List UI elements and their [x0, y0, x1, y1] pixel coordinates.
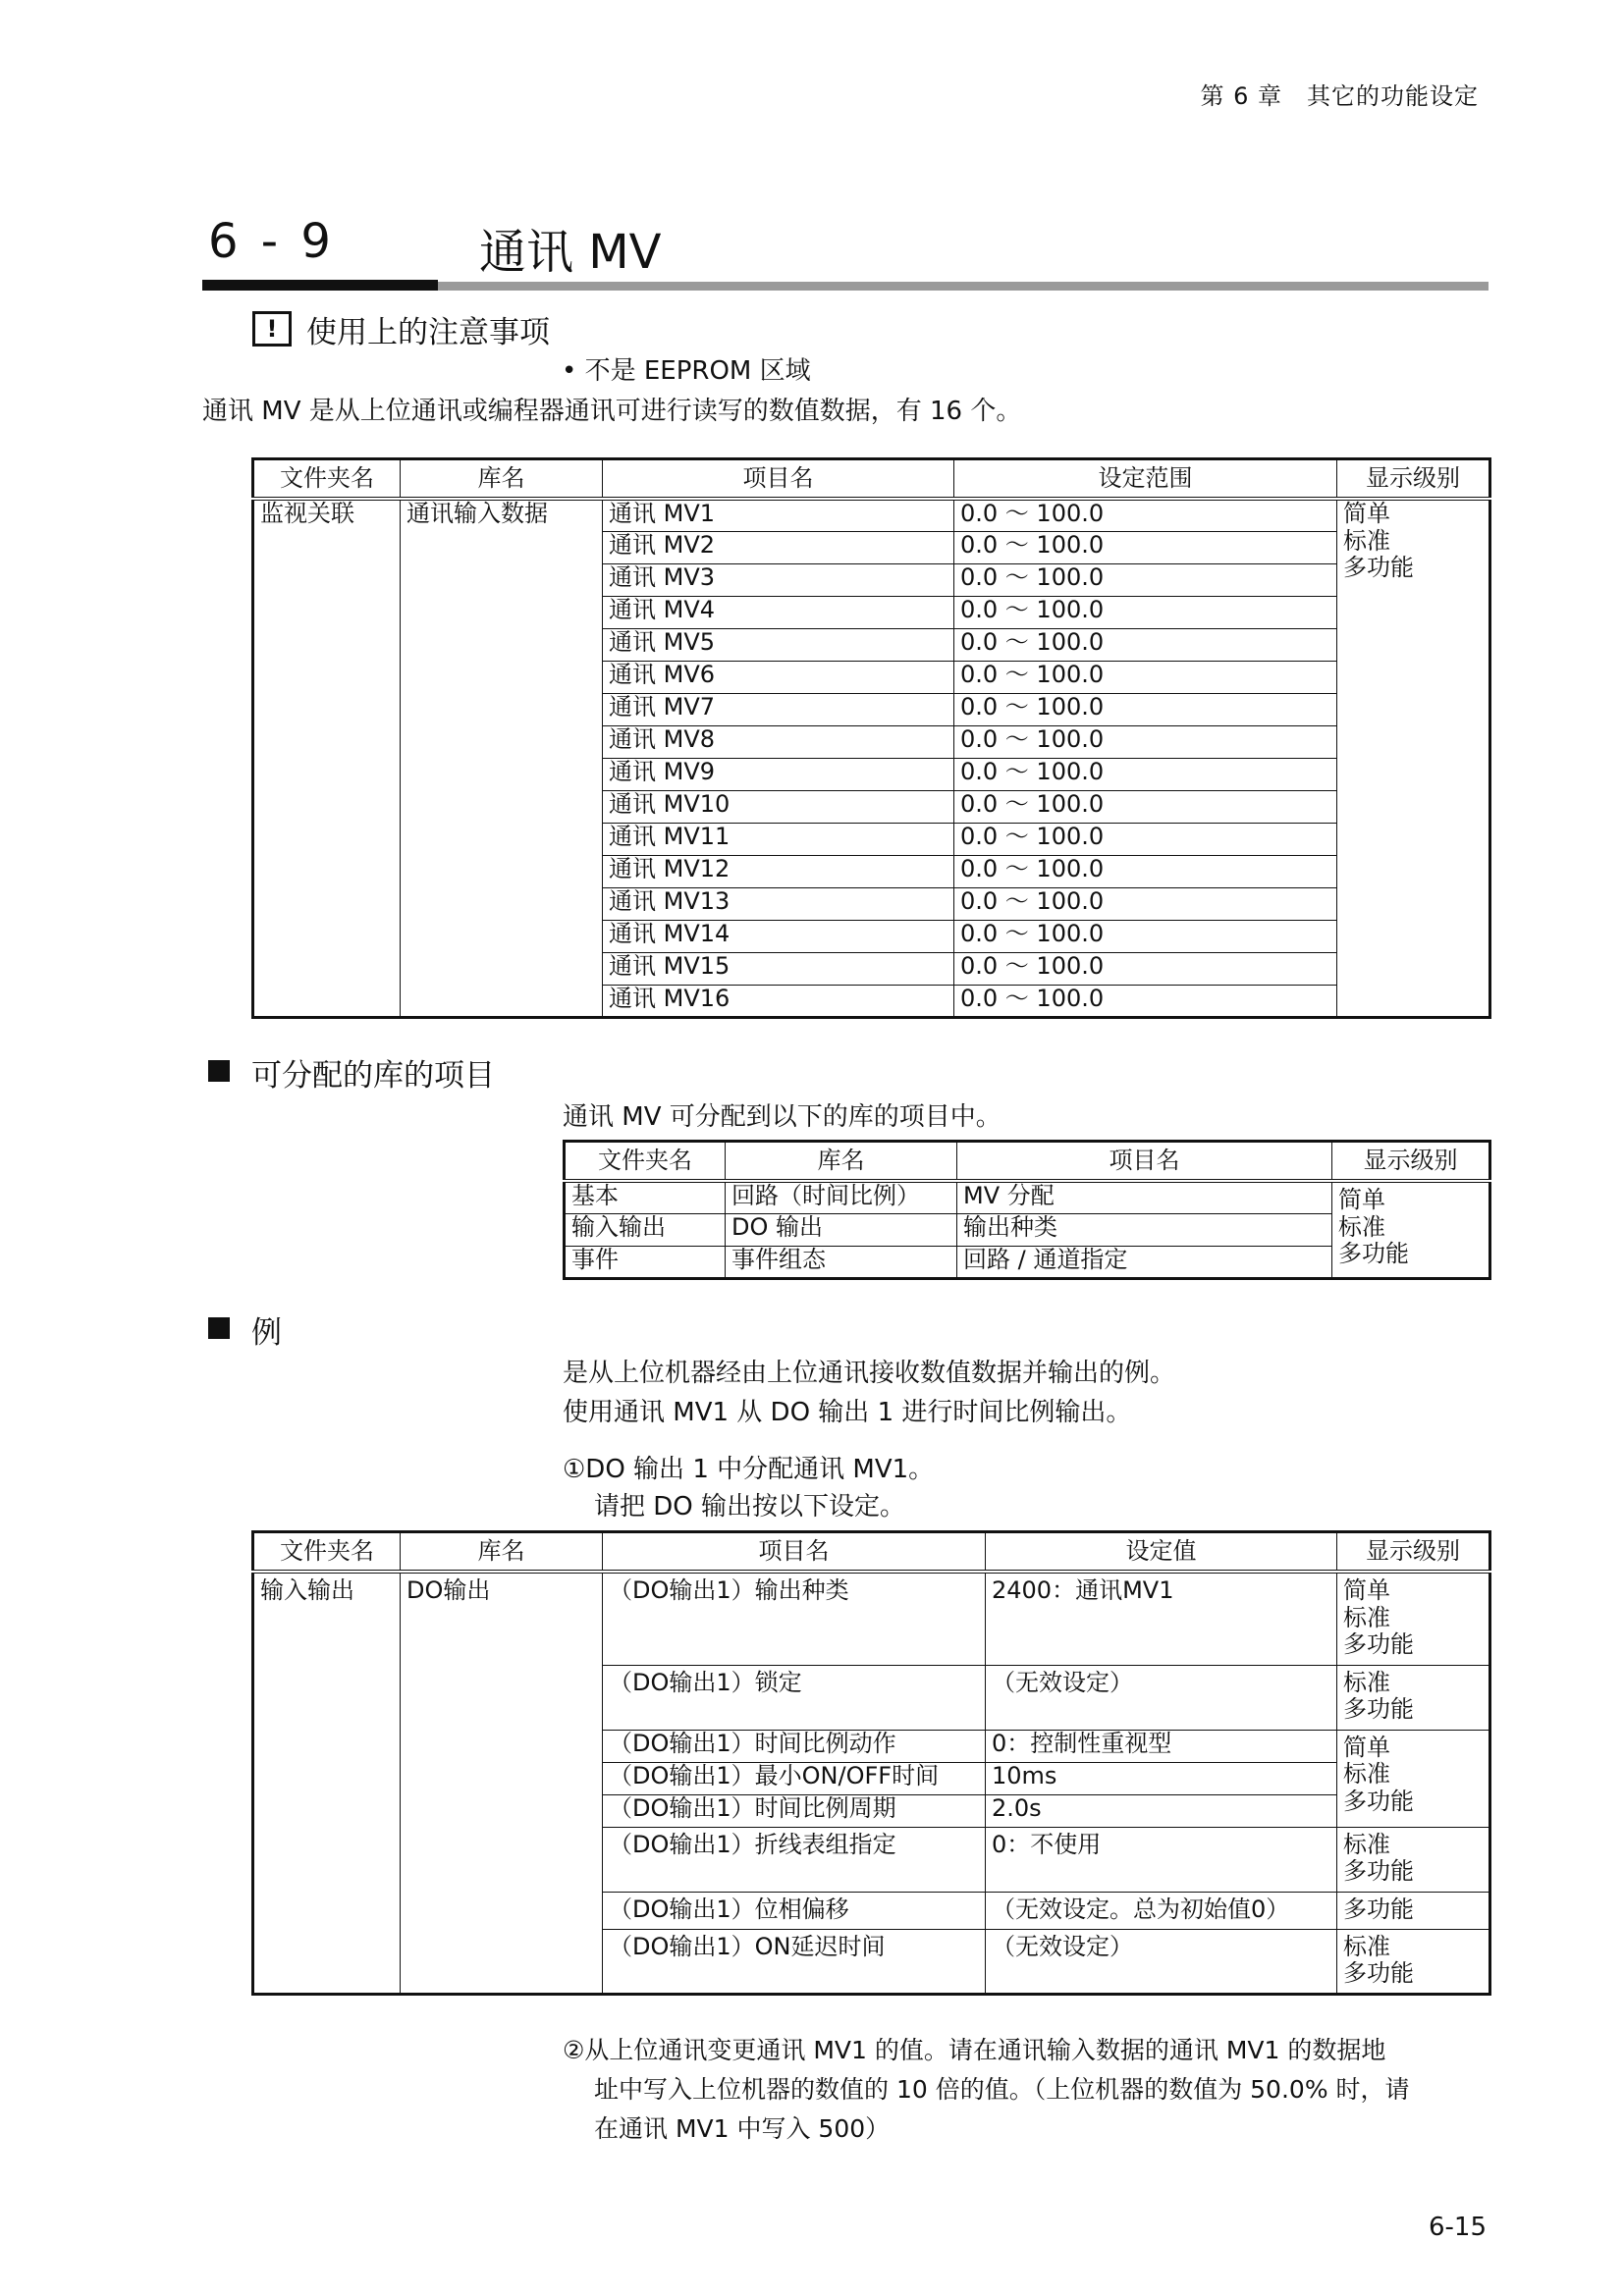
table-cell: MV 分配 — [957, 1181, 1332, 1213]
table-cell: 0.0 ～ 100.0 — [954, 920, 1337, 952]
section-title: 通讯 MV — [479, 225, 662, 280]
level-text: 简单 — [1343, 1733, 1390, 1761]
table-cell: 监视关联 — [253, 499, 401, 1017]
level-text: 多功能 — [1343, 1959, 1414, 1988]
table-cell: 通讯 MV16 — [603, 985, 954, 1017]
level-text: 标准 — [1338, 1212, 1385, 1241]
table-cell: 0.0 ～ 100.0 — [954, 855, 1337, 887]
table-cell: 通讯 MV13 — [603, 887, 954, 920]
col-header: 项目名 — [957, 1142, 1332, 1182]
square-bullet-icon — [208, 1317, 230, 1339]
assignable-table — [563, 1140, 1491, 1280]
table-body — [253, 499, 1490, 1017]
table-cell: 通讯 MV4 — [603, 596, 954, 628]
table-cell: 事件 — [565, 1246, 726, 1278]
col-header: 显示级别 — [1332, 1142, 1490, 1182]
table-cell: 0.0 ～ 100.0 — [954, 887, 1337, 920]
table-cell: （DO输出1）输出种类 — [603, 1572, 986, 1665]
example-line-2: 使用通讯 MV1 从 DO 输出 1 进行时间比例输出。 — [563, 1398, 1132, 1427]
level-text: 多功能 — [1338, 1240, 1409, 1268]
table-cell: （DO输出1）ON延迟时间 — [603, 1929, 986, 1994]
col-header: 库名 — [726, 1142, 957, 1182]
title-rule-gray — [438, 282, 1489, 291]
assignable-title: 可分配的库的项目 — [251, 1058, 495, 1094]
table-cell: 10ms — [986, 1762, 1337, 1794]
example-title: 例 — [251, 1315, 282, 1351]
table-cell: 0.0 ～ 100.0 — [954, 596, 1337, 628]
table-cell: 输入输出 — [565, 1213, 726, 1246]
step2-line-1: ②从上位通讯变更通讯 MV1 的值。请在通讯输入数据的通讯 MV1 的数据地 — [563, 2036, 1386, 2064]
level-cell — [1337, 1730, 1490, 1827]
col-header: 文件夹名 — [253, 1532, 401, 1573]
table-cell: 回路（时间比例） — [726, 1181, 957, 1213]
col-header: 项目名 — [603, 1532, 986, 1573]
table-cell: （DO输出1）折线表组指定 — [603, 1827, 986, 1892]
table-cell: 0.0 ～ 100.0 — [954, 563, 1337, 596]
table-cell: 0.0 ～ 100.0 — [954, 758, 1337, 790]
table-cell: DO输出 — [401, 1572, 603, 1994]
level-text: 多功能 — [1343, 1787, 1414, 1815]
level-cell — [1337, 1827, 1490, 1892]
step2-line-3: 在通讯 MV1 中写入 500） — [594, 2114, 891, 2143]
do-output-settings-table — [251, 1530, 1491, 1996]
table-cell: 通讯输入数据 — [401, 499, 603, 1017]
level-text: 标准 — [1343, 1603, 1390, 1631]
level-text: 多功能 — [1343, 1695, 1414, 1724]
title-rule-dark — [202, 280, 438, 291]
table-cell: （DO输出1）时间比例动作 — [603, 1730, 986, 1762]
table-cell: 0.0 ～ 100.0 — [954, 790, 1337, 823]
table-cell: 通讯 MV2 — [603, 531, 954, 563]
table-cell: 0.0 ～ 100.0 — [954, 531, 1337, 563]
col-header: 文件夹名 — [565, 1142, 726, 1182]
level-text: 多功能 — [1343, 1630, 1414, 1659]
step1-line-1: ①DO 输出 1 中分配通讯 MV1。 — [563, 1455, 935, 1484]
col-header: 设定范围 — [954, 459, 1337, 500]
table-cell: 通讯 MV9 — [603, 758, 954, 790]
table-cell: 通讯 MV5 — [603, 628, 954, 661]
col-header: 设定值 — [986, 1532, 1337, 1573]
table-cell: 通讯 MV8 — [603, 725, 954, 758]
table-cell: 0.0 ～ 100.0 — [954, 985, 1337, 1017]
table-cell: 0.0 ～ 100.0 — [954, 725, 1337, 758]
col-header: 库名 — [401, 1532, 603, 1573]
caution-bullet: • 不是 EEPROM 区域 — [562, 356, 811, 386]
table-cell: 0.0 ～ 100.0 — [954, 661, 1337, 693]
table-cell: 基本 — [565, 1181, 726, 1213]
table-cell: 0.0 ～ 100.0 — [954, 499, 1337, 531]
square-bullet-icon — [208, 1060, 230, 1082]
level-text: 简单 — [1343, 500, 1390, 527]
level-text: 多功能 — [1343, 1857, 1414, 1886]
table-cell: （无效设定） — [986, 1929, 1337, 1994]
level-cell — [1332, 1181, 1490, 1278]
col-header: 显示级别 — [1337, 1532, 1490, 1573]
level-text: 多功能 — [1343, 554, 1414, 582]
caution-title: 使用上的注意事项 — [306, 315, 550, 350]
table-cell: （DO输出1）锁定 — [603, 1665, 986, 1730]
step1-line-2: 请把 DO 输出按以下设定。 — [594, 1492, 906, 1522]
comm-mv-table — [251, 457, 1491, 1019]
example-line-1: 是从上位机器经由上位通讯接收数值数据并输出的例。 — [563, 1359, 1176, 1388]
table-cell: 通讯 MV12 — [603, 855, 954, 887]
table-cell: （DO输出1）位相偏移 — [603, 1892, 986, 1929]
table-cell: 0.0 ～ 100.0 — [954, 628, 1337, 661]
col-header: 库名 — [401, 459, 603, 500]
table-cell: 回路 / 通道指定 — [957, 1246, 1332, 1278]
table-cell: 通讯 MV14 — [603, 920, 954, 952]
level-text: 多功能 — [1343, 1895, 1414, 1923]
table-cell: 0：控制性重视型 — [986, 1730, 1337, 1762]
table-cell: （DO输出1）最小ON/OFF时间 — [603, 1762, 986, 1794]
table-cell: 通讯 MV10 — [603, 790, 954, 823]
table-cell: 通讯 MV7 — [603, 693, 954, 725]
level-text: 标准 — [1343, 1760, 1390, 1789]
table-cell: 通讯 MV6 — [603, 661, 954, 693]
table-cell: （DO输出1）时间比例周期 — [603, 1794, 986, 1827]
table-cell: 0.0 ～ 100.0 — [954, 823, 1337, 855]
table-cell: 输出种类 — [957, 1213, 1332, 1246]
table-cell: （无效设定。总为初始值0） — [986, 1892, 1337, 1929]
step2-line-2: 址中写入上位机器的数值的 10 倍的值。（上位机器的数值为 50.0% 时，请 — [594, 2075, 1410, 2104]
table-cell: 2400：通讯MV1 — [986, 1572, 1337, 1665]
section-number: 6 - 9 — [208, 214, 335, 269]
table-cell: 通讯 MV1 — [603, 499, 954, 531]
table-cell: 通讯 MV3 — [603, 563, 954, 596]
col-header: 显示级别 — [1337, 459, 1490, 500]
table-cell: 2.0s — [986, 1794, 1337, 1827]
table-row — [253, 499, 1490, 531]
col-header: 文件夹名 — [253, 459, 401, 500]
level-text: 简单 — [1343, 1576, 1390, 1604]
table-cell: 事件组态 — [726, 1246, 957, 1278]
level-cell — [1337, 1929, 1490, 1994]
level-text: 标准 — [1343, 1932, 1390, 1960]
level-text: 标准 — [1343, 1830, 1390, 1858]
table-cell: 0.0 ～ 100.0 — [954, 952, 1337, 985]
table-cell: 0：不使用 — [986, 1827, 1337, 1892]
table-cell: 通讯 MV11 — [603, 823, 954, 855]
table-cell: （无效设定） — [986, 1665, 1337, 1730]
level-text: 标准 — [1343, 1668, 1390, 1696]
chapter-header: 第 6 章 其它的功能设定 — [1200, 82, 1479, 110]
level-cell — [1337, 1572, 1490, 1665]
table-cell: 通讯 MV15 — [603, 952, 954, 985]
col-header: 项目名 — [603, 459, 954, 500]
exclamation-box-icon: ! — [252, 311, 292, 347]
page-number: 6-15 — [1428, 2213, 1487, 2242]
table-cell: DO 输出 — [726, 1213, 957, 1246]
table-cell: 0.0 ～ 100.0 — [954, 693, 1337, 725]
level-text: 标准 — [1343, 526, 1390, 555]
level-cell — [1337, 499, 1490, 1017]
assignable-intro: 通讯 MV 可分配到以下的库的项目中。 — [563, 1102, 1001, 1132]
intro-text: 通讯 MV 是从上位通讯或编程器通讯可进行读写的数值数据，有 16 个。 — [202, 397, 1022, 426]
level-cell — [1337, 1892, 1490, 1929]
table-cell: 输入输出 — [253, 1572, 401, 1994]
level-text: 简单 — [1338, 1186, 1385, 1213]
level-cell — [1337, 1665, 1490, 1730]
